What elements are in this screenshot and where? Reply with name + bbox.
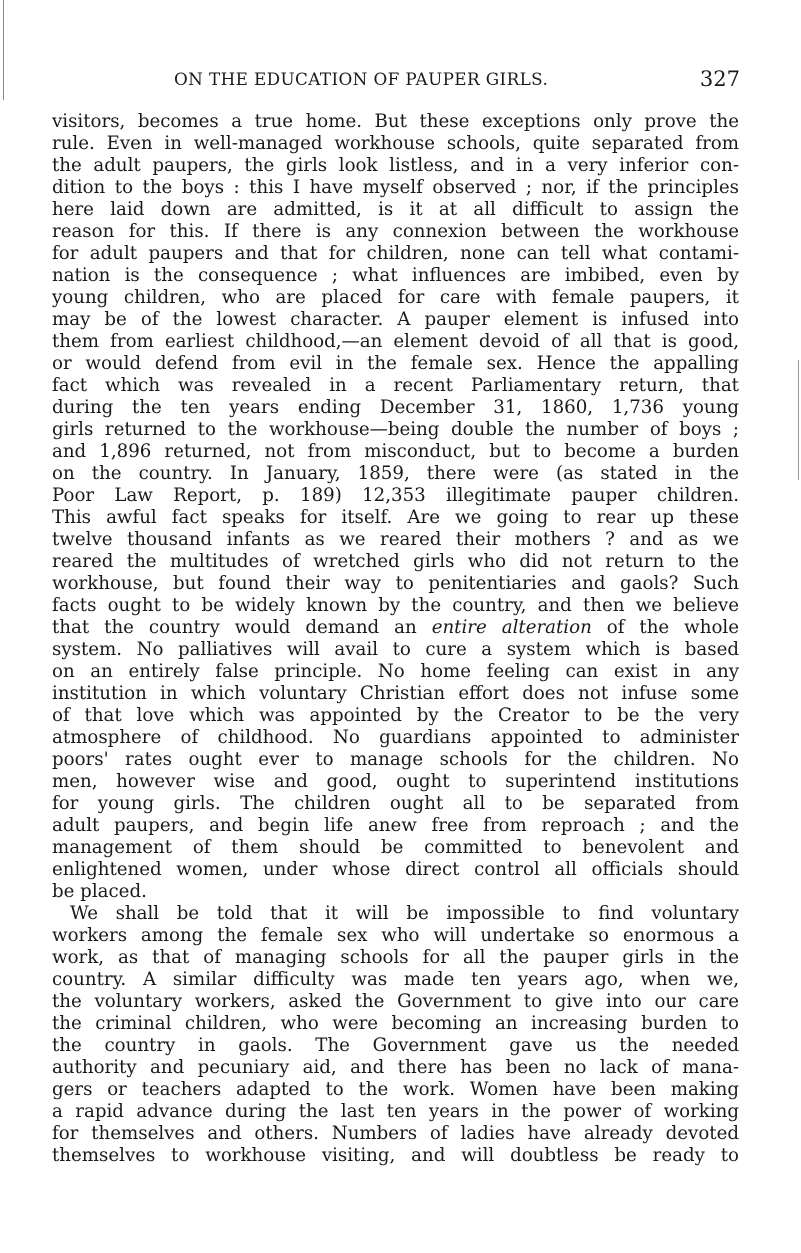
page-number: 327 (699, 67, 740, 91)
text-line: This awful fact speaks for itself. Are we going to rear up these (52, 507, 739, 528)
text-line: a rapid advance during the last ten years in the power of working (52, 1101, 739, 1122)
body-text (52, 111, 739, 1233)
text-line: young children, who are placed for care with female paupers, it (52, 287, 739, 308)
text-line: poors' rates ought ever to manage schools for the children. No (52, 749, 739, 770)
text-line: the adult paupers, the girls look listless, and in a very inferior con- (52, 155, 739, 176)
page-edge-mark-right (798, 360, 799, 480)
text-line: system. No palliatives will avail to cure a system which is based (52, 639, 739, 660)
text-line: and 1,896 returned, not from misconduct, but to become a burden (52, 441, 739, 462)
text-line: atmosphere of childhood. No guardians appointed to administer (52, 727, 739, 748)
text-line: themselves to workhouse visiting, and will doubtless be ready to (52, 1145, 739, 1166)
text-line: for adult paupers and that for children, none can tell what contami- (52, 243, 739, 264)
text-line: enlightened women, under whose direct control all officials should (52, 859, 739, 880)
text-line-with-emphasis (52, 617, 739, 639)
text-line: during the ten years ending December 31, 1860, 1,736 young (52, 397, 739, 418)
text-line: reason for this. If there is any connexion between the workhouse (52, 221, 739, 242)
paragraph-start-line: We shall be told that it will be impossible to find voluntary (70, 903, 739, 924)
text-line: girls returned to the workhouse—being double the number of boys ; (52, 419, 739, 440)
text-line: on the country. In January, 1859, there were (as stated in the (52, 463, 739, 484)
text-line: work, as that of managing schools for all the pauper girls in the (52, 947, 739, 968)
text-line: here laid down are admitted, is it at all difficult to assign the (52, 199, 739, 220)
page-edge-mark (3, 0, 4, 100)
text-line: reared the multitudes of wretched girls who did not return to the (52, 551, 739, 572)
text-line: men, however wise and good, ought to superintend institutions (52, 771, 739, 792)
text-line: country. A similar difficulty was made ten years ago, when we, (52, 969, 739, 990)
page-header (54, 64, 740, 94)
text-line: workers among the female sex who will undertake so enormous a (52, 925, 739, 946)
text-line: twelve thousand infants as we reared their mothers ? and as we (52, 529, 739, 550)
text-line: Poor Law Report, p. 189) 12,353 illegitimate pauper children. (52, 485, 739, 506)
text-segment: that the country would demand an (52, 617, 417, 638)
text-line: for themselves and others. Numbers of ladies have already devoted (52, 1123, 739, 1144)
text-line: workhouse, but found their way to penitentiaries and gaols? Such (52, 573, 739, 594)
text-line: nation is the consequence ; what influences are imbibed, even by (52, 265, 739, 286)
running-head: ON THE EDUCATION OF PAUPER GIRLS. (174, 69, 549, 89)
text-line: visitors, becomes a true home. But these exceptions only prove the (52, 111, 739, 132)
text-line: management of them should be committed to benevolent and (52, 837, 739, 858)
text-line: gers or teachers adapted to the work. Women have been making (52, 1079, 739, 1100)
text-line: institution in which voluntary Christian effort does not infuse some (52, 683, 739, 704)
text-line: fact which was revealed in a recent Parliamentary return, that (52, 375, 739, 396)
text-line: adult paupers, and begin life anew free from reproach ; and the (52, 815, 739, 836)
text-line: may be of the lowest character. A pauper element is infused into (52, 309, 739, 330)
text-line: them from earliest childhood,—an element devoid of all that is good, (52, 331, 739, 352)
emphasized-text: entire alteration (431, 617, 592, 638)
text-line: of that love which was appointed by the Creator to be the very (52, 705, 739, 726)
text-line: or would defend from evil in the female sex. Hence the appalling (52, 353, 739, 374)
text-line: facts ought to be widely known by the country, and then we believe (52, 595, 739, 616)
text-line: rule. Even in well-managed workhouse schools, quite separated from (52, 133, 739, 154)
text-segment: of the whole (606, 617, 739, 638)
text-line: the country in gaols. The Government gave us the needed (52, 1035, 739, 1056)
text-line: dition to the boys : this I have myself observed ; nor, if the principles (52, 177, 739, 198)
text-line: for young girls. The children ought all to be separated from (52, 793, 739, 814)
text-line: the criminal children, who were becoming an increasing burden to (52, 1013, 739, 1034)
text-line: on an entirely false principle. No home feeling can exist in any (52, 661, 739, 682)
text-line: the voluntary workers, asked the Government to give into our care (52, 991, 739, 1012)
text-line: authority and pecuniary aid, and there has been no lack of mana- (52, 1057, 739, 1078)
text-line: be placed. (52, 881, 147, 902)
